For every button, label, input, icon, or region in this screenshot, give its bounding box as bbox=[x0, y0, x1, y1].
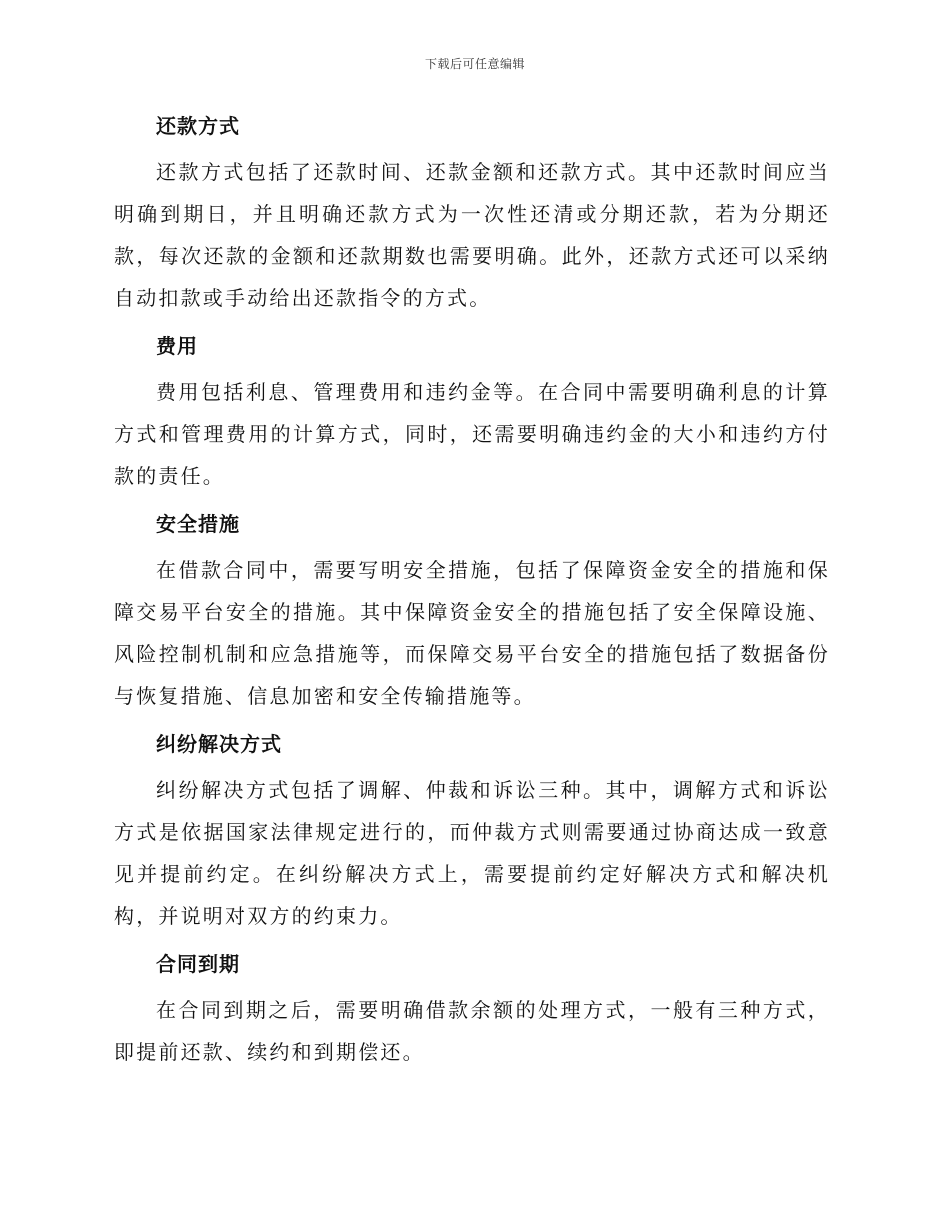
section-body-security: 在借款合同中，需要写明安全措施，包括了保障资金安全的措施和保障交易平台安全的措施。其中保障资金安全的措施包括了安全保障设施、风险控制机制和应急措施等，而保障交易平台安全的措施包括了数据备份与恢复措施、信息加密和安全传输措施等。 bbox=[114, 558, 830, 708]
header-note: 下载后可任意编辑 bbox=[424, 57, 525, 71]
section-title-security: 安全措施 bbox=[156, 512, 240, 536]
document-body bbox=[114, 105, 830, 1079]
section-title-fees: 费用 bbox=[156, 334, 198, 358]
section-title-expiry: 合同到期 bbox=[156, 952, 240, 976]
section-body-fees: 费用包括利息、管理费用和违约金等。在合同中需要明确利息的计算方式和管理费用的计算方式，同时，还需要明确违约金的大小和违约方付款的责任。 bbox=[114, 380, 830, 488]
section-body-dispute: 纠纷解决方式包括了调解、仲裁和诉讼三种。其中，调解方式和诉讼方式是依据国家法律规定进行的，而仲裁方式则需要通过协商达成一致意见并提前约定。在纠纷解决方式上，需要提前约定好解决方式和解决机构，并说明对双方的约束力。 bbox=[114, 778, 830, 928]
section-title-dispute: 纠纷解决方式 bbox=[156, 732, 282, 756]
section-body-repayment: 还款方式包括了还款时间、还款金额和还款方式。其中还款时间应当明确到期日，并且明确还款方式为一次性还清或分期还款，若为分期还款，每次还款的金额和还款期数也需要明确。此外，还款方式还可以采纳自动扣款或手动给出还款指令的方式。 bbox=[114, 160, 830, 310]
section-body-expiry: 在合同到期之后，需要明确借款余额的处理方式，一般有三种方式，即提前还款、续约和到期偿还。 bbox=[114, 998, 830, 1064]
section-title-repayment: 还款方式 bbox=[156, 114, 240, 138]
